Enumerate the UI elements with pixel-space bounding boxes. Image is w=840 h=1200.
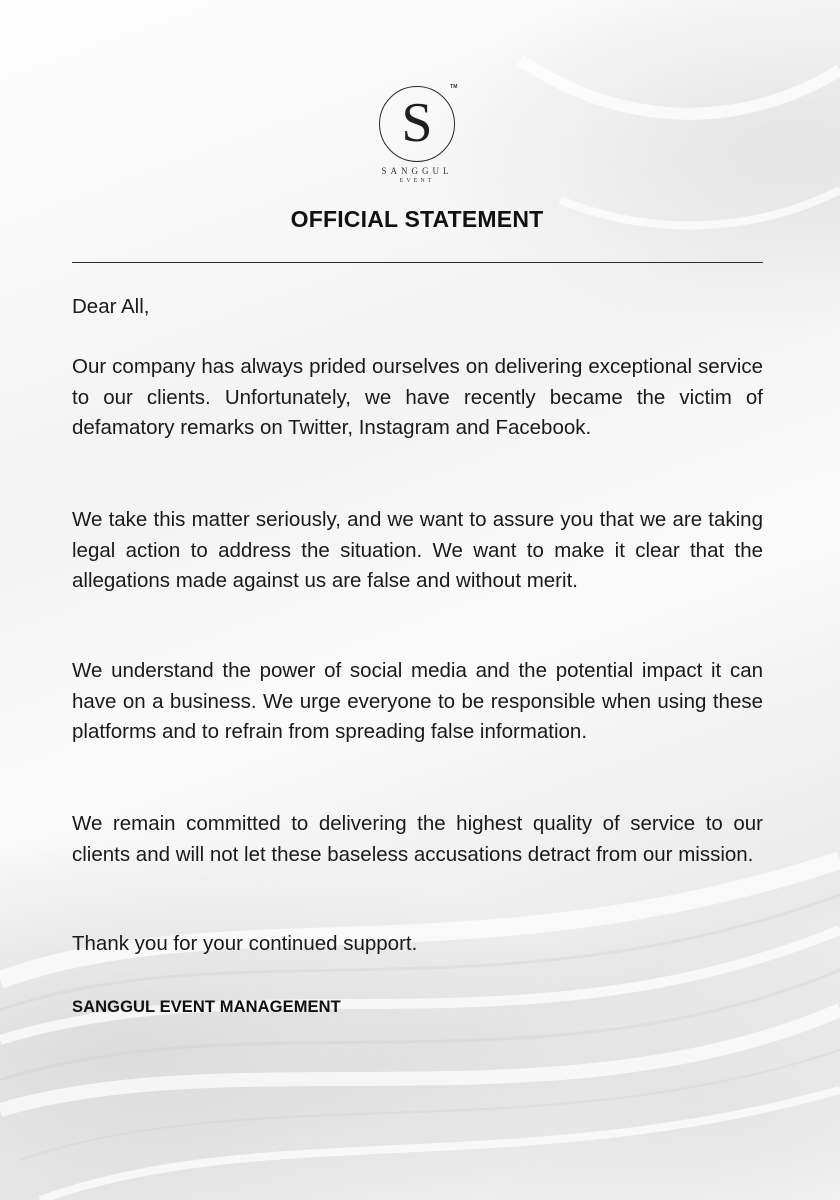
greeting: Dear All,	[72, 295, 150, 318]
paragraph-social-media: We understand the power of social media and the potential impact it can have on a business. We urge everyone to be responsible when using these platforms and to refrain from spreading false information.	[72, 659, 763, 743]
paragraph-service: Our company has always prided ourselves on delivering exceptional service to our clients. Unfortunately, we have recently became the victim of defamatory remarks on Twitter, Instagram and Facebook.	[72, 355, 763, 439]
logo-brand-name: SANGGUL	[381, 166, 453, 176]
sanggul-event-logo	[378, 86, 458, 186]
logo-brand-subtitle: EVENT	[399, 178, 435, 184]
signature: SANGGUL EVENT MANAGEMENT	[72, 998, 341, 1016]
logo-letter: S	[401, 92, 433, 154]
paragraph-commitment: We remain committed to delivering the highest quality of service to our clients and will not let these baseless accusations detract from our mission.	[72, 812, 763, 866]
document-title: OFFICIAL STATEMENT	[290, 206, 544, 232]
paragraph-legal-action: We take this matter seriously, and we want to assure you that we are taking legal action to address the situation. We want to make it clear that the allegations made against us are false and without merit.	[72, 508, 763, 592]
closing-line: Thank you for your continued support.	[72, 932, 418, 955]
logo-trademark: TM	[450, 84, 458, 90]
title-divider	[72, 262, 763, 263]
